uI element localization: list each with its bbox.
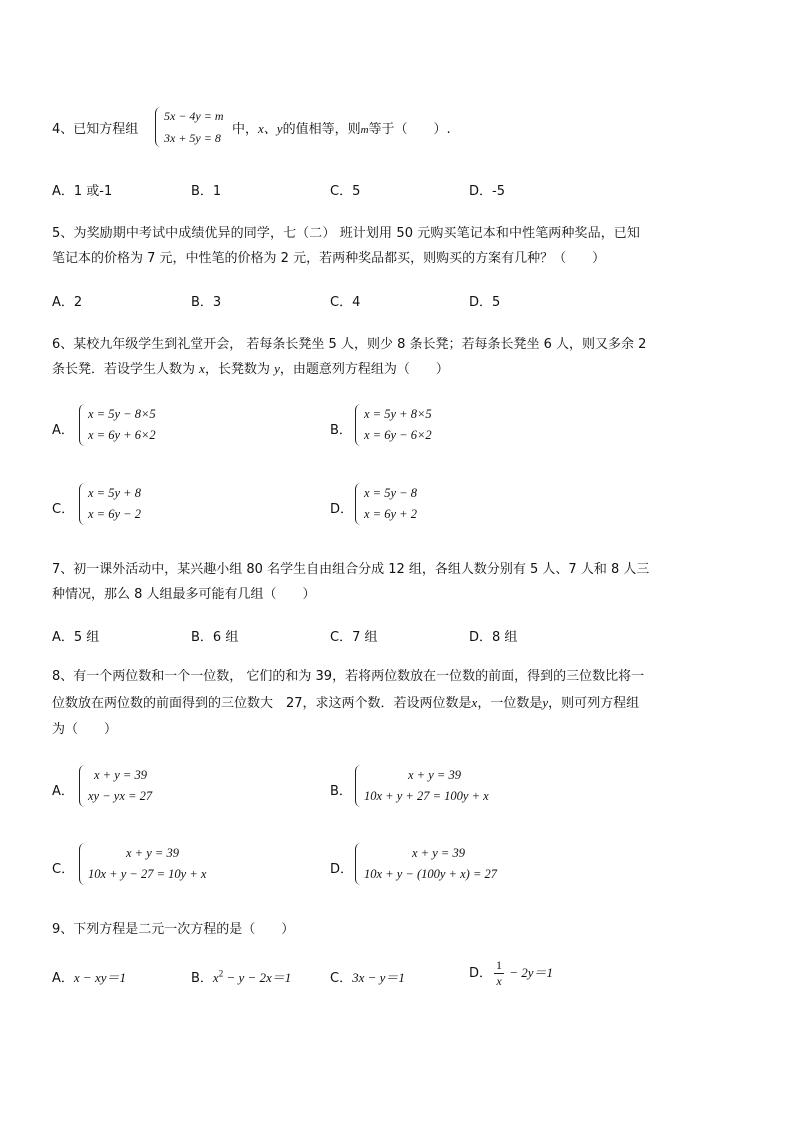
q8-line1: 8、有一个两位数和一个一位数， 它们的和为 39，若将两位数放在一位数的前面，得到的三位数比将一 (52, 669, 645, 684)
q8-c-eq1: x + y = 39 (126, 846, 179, 860)
q8-option-c-label[interactable]: C． (52, 862, 75, 877)
q9-d-label: D． (469, 966, 493, 981)
q7-option-d[interactable]: D．8 组 (469, 630, 518, 645)
q4-text2: 的值相等，则 (282, 122, 361, 137)
brace-icon (79, 404, 85, 446)
q6-line2-c: ，由题意列方程组为（ ） (279, 362, 449, 377)
brace-icon (79, 765, 85, 807)
q8-y: y (542, 695, 549, 710)
q4-prefix: 4、已知方程组 (52, 122, 139, 137)
q4-m: m (360, 124, 369, 136)
brace-icon (155, 107, 161, 147)
q6-a-eq2: x = 6y + 6×2 (88, 428, 156, 442)
q8-option-b[interactable] (355, 765, 489, 807)
q8-line2-c: ，则可列方程组 (548, 696, 640, 711)
q9-option-d[interactable] (469, 958, 553, 989)
q4-vars: x、y (258, 121, 283, 136)
q5-option-c[interactable]: C．4 (330, 295, 361, 310)
q8-option-b-label[interactable]: B． (330, 784, 352, 799)
q6-option-d[interactable] (355, 483, 417, 525)
q7-option-c[interactable]: C．7 组 (330, 630, 378, 645)
q5-option-b[interactable]: B．3 (191, 295, 222, 310)
q9-c-expr: 3x − y＝1 (352, 970, 405, 985)
q6-line2-b: ，长凳数为 (204, 362, 270, 377)
q9-d-rest: − 2y＝1 (506, 965, 554, 980)
q6-a-eq1: x = 5y − 8×5 (88, 407, 156, 421)
q9-line1: 9、下列方程是二元一次方程的是（ ） (52, 922, 295, 937)
q9-b-sup: 2 (218, 968, 224, 979)
q7-line1: 7、初一课外活动中，某兴趣小组 80 名学生自由组合分成 12 组，各组人数分别有 5 人、7 人和 8 人三 (52, 562, 650, 577)
q6-x: x (199, 361, 205, 376)
q6-option-a[interactable] (79, 404, 156, 446)
q9-option-b[interactable] (191, 967, 291, 986)
q8-line2-b: ，一位数是 (477, 696, 543, 711)
q9-a-expr: x − xy＝1 (73, 970, 126, 985)
q6-line2-a: 条长凳．若设学生人数为 (52, 362, 196, 377)
q6-option-b-label[interactable]: B． (330, 423, 352, 438)
q8-d-eq1: x + y = 39 (412, 846, 465, 860)
q8-a-eq1: x + y = 39 (94, 768, 147, 782)
q5-line1: 5、为奖励期中考试中成绩优异的同学，七（二） 班计划用 50 元购买笔记本和中性笔两种奖品，已知 (52, 226, 641, 241)
q6-c-eq1: x = 5y + 8 (88, 486, 141, 500)
q8-x: x (471, 695, 478, 710)
q6-b-eq2: x = 6y − 6×2 (364, 428, 432, 442)
q4-option-d[interactable]: D．-5 (469, 184, 505, 199)
q8-option-c[interactable] (79, 843, 206, 885)
q9-b-x: x (212, 970, 219, 985)
brace-icon (79, 843, 85, 885)
q6-b-eq1: x = 5y + 8×5 (364, 407, 432, 421)
q9-b-label: B． (191, 971, 213, 986)
q4-suffix: 等于（ ）. (368, 122, 451, 137)
q8-option-d-label[interactable]: D． (330, 862, 354, 877)
q5-option-d[interactable]: D．5 (469, 295, 501, 310)
q9-option-a[interactable] (52, 967, 126, 986)
brace-icon (79, 483, 85, 525)
q8-line3: 为（ ） (52, 722, 118, 737)
q4-option-b[interactable]: B．1 (191, 184, 222, 199)
q8-b-eq2: 10x + y + 27 = 100y + x (364, 789, 489, 803)
q6-c-eq2: x = 6y − 2 (88, 507, 141, 521)
q6-line1: 6、某校九年级学生到礼堂开会， 若每条长凳坐 5 人，则少 8 条长凳；若每条长凳坐 6 人，则又多余 2 (52, 337, 647, 352)
q8-b-eq1: x + y = 39 (408, 768, 461, 782)
q4-option-a[interactable]: A．1 或-1 (52, 184, 113, 199)
q7-option-a[interactable]: A．5 组 (52, 630, 100, 645)
q5-option-a[interactable]: A．2 (52, 295, 83, 310)
q6-option-a-label[interactable]: A． (52, 423, 74, 438)
q6-option-d-label[interactable]: D． (330, 502, 354, 517)
q8-option-d[interactable] (355, 843, 497, 885)
q6-option-c-label[interactable]: C． (52, 502, 75, 517)
q4-middle: 中， (232, 122, 259, 137)
q6-d-eq1: x = 5y − 8 (364, 486, 417, 500)
brace-icon (355, 765, 361, 807)
q8-line2-a: 位数放在两位数的前面得到的三位数大 27，求这两个数．若设两位数是 (52, 696, 472, 711)
q4-eq1: 5x − 4y = m (164, 109, 224, 123)
q8-option-a[interactable] (79, 765, 152, 807)
q9-c-label: C． (330, 971, 353, 986)
q8-d-eq2: 10x + y − (100y + x) = 27 (364, 867, 498, 881)
brace-icon (355, 843, 361, 885)
q9-b-rest: − y − 2x＝1 (223, 970, 292, 985)
q5-line2: 笔记本的价格为 7 元，中性笔的价格为 2 元，若两种奖品都买，则购买的方案有几种？（ ） (52, 251, 606, 266)
q7-option-b[interactable]: B．6 组 (191, 630, 239, 645)
q4-eq2: 3x + 5y = 8 (164, 131, 221, 145)
q9-a-label: A． (52, 971, 74, 986)
q6-d-eq2: x = 6y + 2 (364, 507, 417, 521)
q6-option-b[interactable] (355, 404, 432, 446)
q4-option-c[interactable]: C．5 (330, 184, 361, 199)
q8-option-a-label[interactable]: A． (52, 784, 74, 799)
q6-option-c[interactable] (79, 483, 141, 525)
q9-d-den: x (496, 974, 502, 988)
brace-icon (355, 404, 361, 446)
q9-option-c[interactable] (330, 967, 405, 986)
q6-y: y (274, 361, 280, 376)
q4-system (155, 107, 224, 147)
q8-c-eq2: 10x + y − 27 = 10y + x (88, 867, 207, 881)
q9-d-num: 1 (496, 958, 503, 972)
brace-icon (355, 483, 361, 525)
q7-line2: 种情况，那么 8 人组最多可能有几组（ ） (52, 587, 316, 602)
q8-a-eq2: xy − yx = 27 (88, 789, 153, 803)
q9-d-fraction (494, 958, 504, 989)
